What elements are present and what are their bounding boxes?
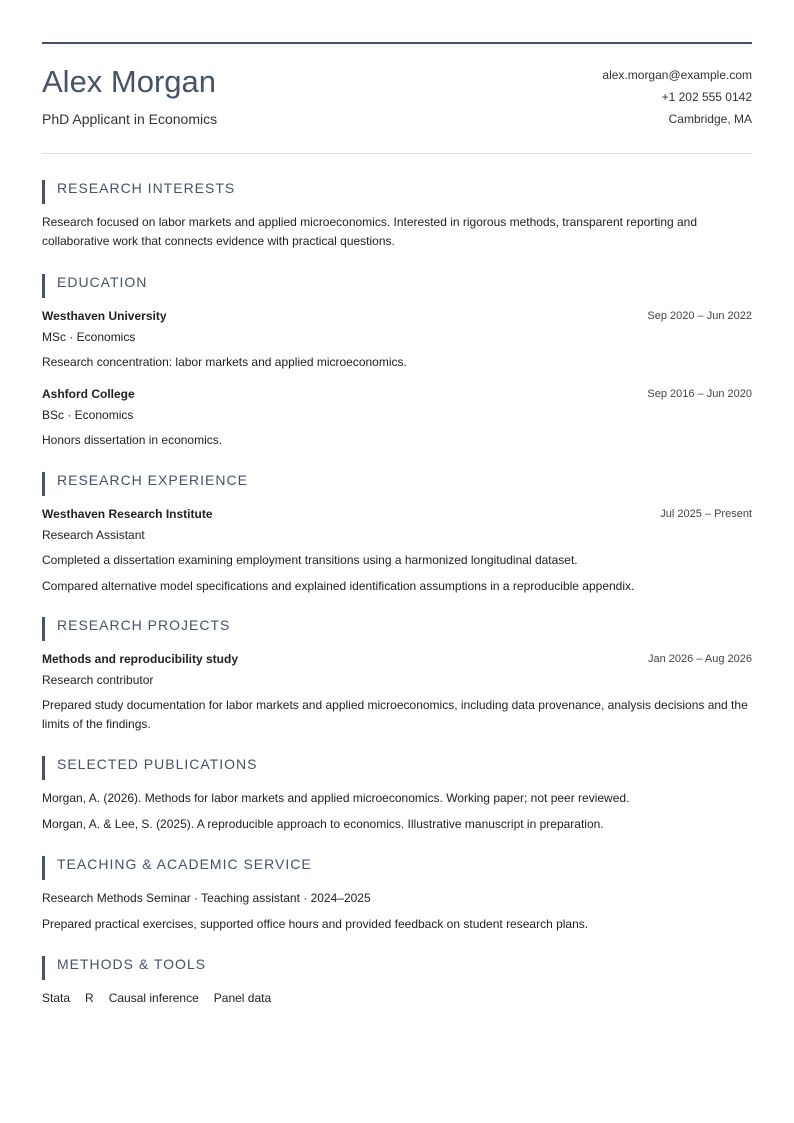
project-detail: Prepared study documentation for labor markets and applied microeconomics, including data provenance, analysis decisions and the limits of the findings. xyxy=(42,698,748,731)
section-title-methods-tools: METHODS & TOOLS xyxy=(42,954,752,978)
education-detail: Honors dissertation in economics. xyxy=(42,433,223,447)
education-entry xyxy=(42,307,752,372)
tool-item: Panel data xyxy=(213,991,272,1005)
education-dates: Sep 2020 – Jun 2022 xyxy=(647,310,752,322)
section-education xyxy=(42,272,752,450)
section-title-research-projects: RESEARCH PROJECTS xyxy=(42,615,752,639)
contact-location: Cambridge, MA xyxy=(668,112,752,126)
tool-item: Stata xyxy=(42,991,71,1005)
section-title-publications: SELECTED PUBLICATIONS xyxy=(42,754,752,778)
resume-content xyxy=(42,178,752,1008)
project-role: Research contributor xyxy=(42,673,154,687)
section-title-research-interests: RESEARCH INTERESTS xyxy=(42,178,752,202)
education-institution: Westhaven University xyxy=(42,309,167,323)
project-name: Methods and reproducibility study xyxy=(42,652,239,666)
experience-role: Research Assistant xyxy=(42,528,145,542)
teaching-line: Research Methods Seminar · Teaching assistant · 2024–2025 xyxy=(42,891,371,905)
section-title-teaching: TEACHING & ACADEMIC SERVICE xyxy=(42,854,752,878)
research-interests-text: Research focused on labor markets and applied microeconomics. Interested in rigorous methods, transparent reporting and collaborative work that connects evidence with practical questions. xyxy=(42,215,698,248)
resume-header xyxy=(42,62,752,154)
education-dates: Sep 2016 – Jun 2020 xyxy=(647,388,752,400)
contact-email[interactable]: alex.morgan@example.com xyxy=(602,68,752,82)
section-title-research-experience: RESEARCH EXPERIENCE xyxy=(42,470,752,494)
contact-phone[interactable]: +1 202 555 0142 xyxy=(661,90,752,104)
top-rule xyxy=(42,42,752,44)
section-methods-tools xyxy=(42,954,752,1008)
candidate-name: Alex Morgan xyxy=(42,64,217,99)
education-institution: Ashford College xyxy=(42,387,135,401)
education-degree: BSc · Economics xyxy=(42,408,134,422)
publication-item: Morgan, A. (2026). Methods for labor markets and applied microeconomics. Working paper; not peer reviewed. xyxy=(42,791,630,805)
project-dates: Jan 2026 – Aug 2026 xyxy=(648,653,752,665)
contact-block xyxy=(602,68,752,134)
section-research-projects xyxy=(42,615,752,734)
teaching-detail: Prepared practical exercises, supported office hours and provided feedback on student research plans. xyxy=(42,917,589,931)
education-detail: Research concentration: labor markets and applied microeconomics. xyxy=(42,355,407,369)
tools-list xyxy=(42,989,752,1008)
section-title-education: EDUCATION xyxy=(42,272,752,296)
education-entry xyxy=(42,385,752,450)
candidate-headline: PhD Applicant in Economics xyxy=(42,111,218,127)
section-research-experience xyxy=(42,470,752,596)
tool-item: Causal inference xyxy=(108,991,199,1005)
experience-detail: Completed a dissertation examining employment transitions using a harmonized longitudinal dataset. xyxy=(42,553,578,567)
publication-item: Morgan, A. & Lee, S. (2025). A reproducible approach to economics. Illustrative manuscript in preparation. xyxy=(42,817,604,831)
experience-detail: Compared alternative model specifications and explained identification assumptions in a reproducible appendix. xyxy=(42,579,635,593)
tool-item: R xyxy=(85,991,94,1005)
section-publications xyxy=(42,754,752,834)
education-degree: MSc · Economics xyxy=(42,330,136,344)
section-teaching xyxy=(42,854,752,934)
section-research-interests xyxy=(42,178,752,251)
experience-organization: Westhaven Research Institute xyxy=(42,507,213,521)
experience-dates: Jul 2025 – Present xyxy=(660,508,752,520)
